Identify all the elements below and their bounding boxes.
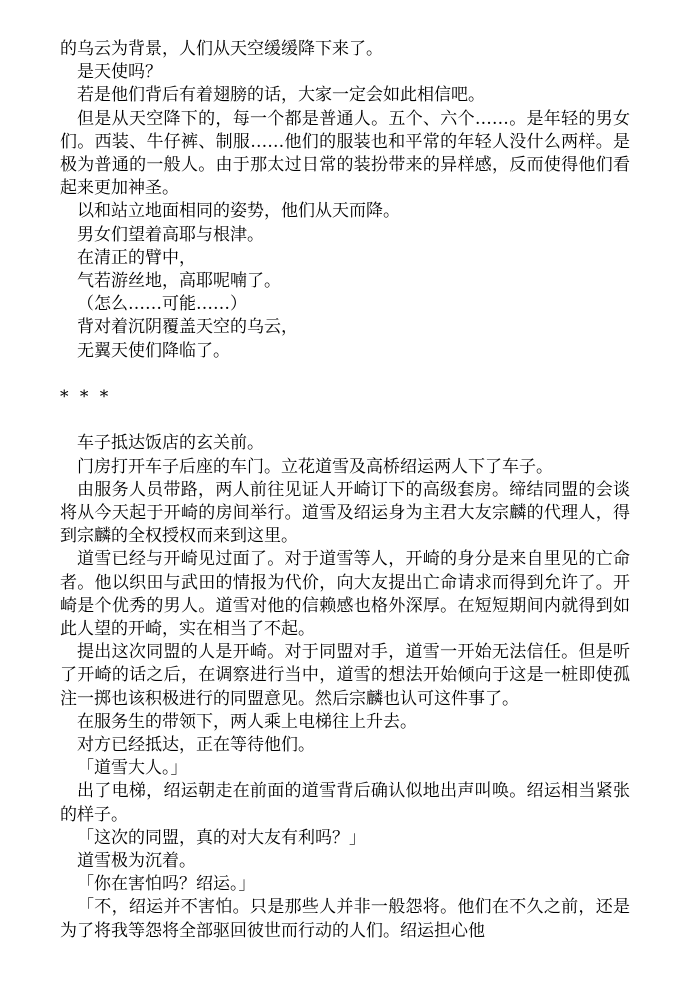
paragraph: 在服务生的带领下，两人乘上电梯往上升去。 <box>77 711 417 732</box>
paragraph: 但是从天空降下的，每一个都是普通人。五个、六个……。是年轻的男女们。西装、牛仔裤、制服……他们的服装也和平常的年轻人没什么两样。是极为普通的一般人。由于那太过日常的装扮带来的异样感，反而使得他们看起来更加神圣。 <box>60 108 630 199</box>
paragraph: 道雪极为沉着。 <box>77 851 196 872</box>
dialogue-line: 「你在害怕吗？绍运。」 <box>77 874 256 895</box>
dialogue-line: 「道雪大人。」 <box>77 758 188 779</box>
paragraph: 背对着沉阴覆盖天空的乌云， <box>77 317 298 338</box>
paragraph: 车子抵达饭店的玄关前。 <box>77 433 264 454</box>
paragraph: （怎么……可能……） <box>77 294 247 315</box>
paragraph: 提出这次同盟的人是开崎。对于同盟对手，道雪一开始无法信任。但是听了开崎的话之后，在调察进行当中，道雪的想法开始倾向于这是一桩即使孤注一掷也该积极进行的同盟意见。然后宗麟也认可这件事了。 <box>60 642 630 709</box>
dialogue-line: 「不，绍运并不害怕。只是那些人并非一般怨将。他们在不久之前，还是为了将我等怨将全部驱回彼世而行动的人们。绍运担心他 <box>60 897 630 941</box>
paragraph: 对方已经抵达，正在等待他们。 <box>77 735 315 756</box>
paragraph: 门房打开车子后座的车门。立花道雪及高桥绍运两人下了车子。 <box>77 456 553 477</box>
paragraph-continuation: 的乌云为背景，人们从天空缓缓降下来了。 <box>60 39 383 59</box>
paragraph: 出了电梯，绍运朝走在前面的道雪背后确认似地出声叫唤。绍运相当紧张的样子。 <box>60 781 630 825</box>
paragraph: 若是他们背后有着翅膀的话，大家一定会如此相信吧。 <box>77 85 485 106</box>
blank-line <box>60 409 630 432</box>
paragraph: 在清正的臂中， <box>77 247 196 268</box>
dialogue-line: 「这次的同盟，真的对大友有利吗？」 <box>77 827 366 848</box>
paragraph: 道雪已经与开崎见过面了。对于道雪等人，开崎的身分是来自里见的亡命者。他以织田与武田的情报为代价，向大友提出亡命请求而得到允许了。开崎是个优秀的男人。道雪对他的信赖感也格外深厚。在短短期间内就得到如此人望的开崎，实在相当了不起。 <box>60 549 630 640</box>
scene-separator: * * * <box>60 387 112 408</box>
paragraph: 是天使吗？ <box>77 62 162 83</box>
paragraph: 由服务人员带路，两人前往见证人开崎订下的高级套房。缔结同盟的会谈将从今天起于开崎的房间举行。道雪及绍运身为主君大友宗麟的代理人，得到宗麟的全权授权而来到这里。 <box>60 479 630 547</box>
document-page <box>60 38 630 943</box>
paragraph: 男女们望着高耶与根津。 <box>77 224 264 245</box>
blank-line <box>60 363 630 386</box>
paragraph: 气若游丝地，高耶呢喃了。 <box>77 271 281 292</box>
paragraph: 以和站立地面相同的姿势，他们从天而降。 <box>77 201 400 222</box>
paragraph: 无翼天使们降临了。 <box>77 340 230 361</box>
